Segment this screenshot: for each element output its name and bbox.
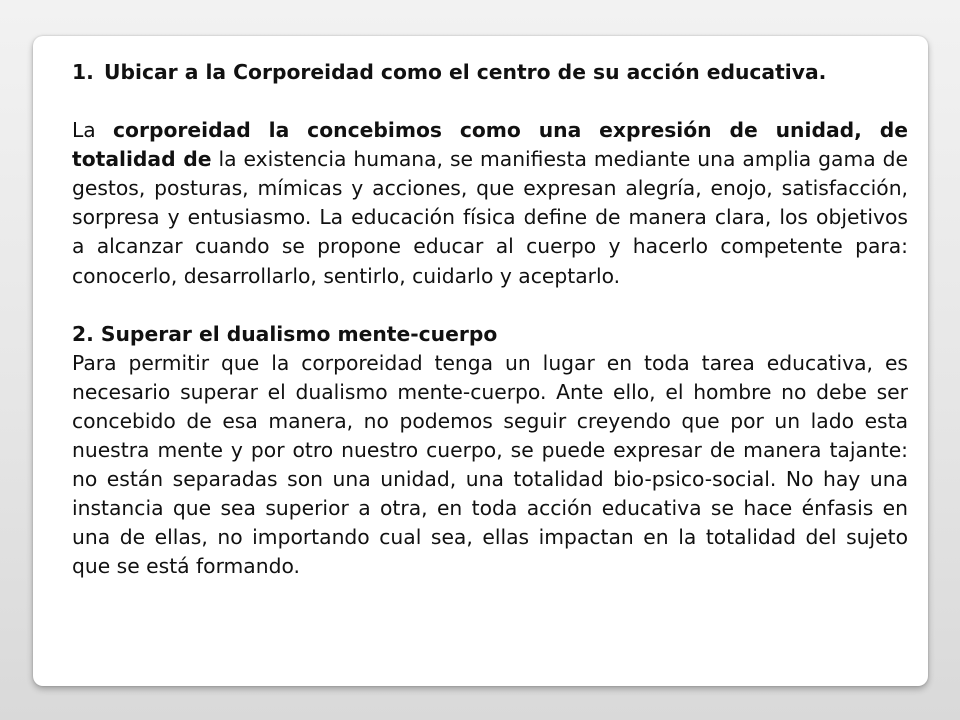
section-1-heading	[72, 58, 908, 87]
paragraph-1-bold-phrase: corporeidad la concebimos como una expresión de unidad, de totalidad de	[72, 118, 908, 172]
slide-content	[72, 58, 908, 582]
paragraph-1-lead: La	[72, 118, 113, 143]
spacer	[72, 291, 908, 320]
section-1-title: Ubicar a la Corporeidad como el centro de su acción educativa.	[104, 60, 827, 84]
paragraph-1-rest: la existencia humana, se manifiesta mediante una amplia gama de gestos, posturas, mímicas y acciones, que expresan alegría, enojo, satisfacción, sorpresa y entusiasmo. La educación física define de manera clara, los objetivos a alcanzar cuando se propone educar al cuerpo y hacerlo competente para: conocerlo, desarrollarlo, sentirlo, cuidarlo y aceptarlo.	[72, 147, 909, 288]
section-2-heading: 2. Superar el dualismo mente-cuerpo	[72, 321, 498, 346]
section-2-paragraph: Para permitir que la corporeidad tenga un lugar en toda tarea educativa, es necesario superar el dualismo mente-cuerpo. Ante ello, el hombre no debe ser concebido de esa manera, no podemos seguir creyendo que por un lado esta nuestra mente y por otro nuestro cuerpo, se puede expresar de manera tajante: no están separadas son una unidad, una totalidad bio-psico-social. No hay una instancia que sea superior a otra, en toda acción educativa se hace énfasis en una de ellas, no importando cual sea, ellas impactan en la totalidad del sujeto que se está formando.	[72, 350, 908, 579]
spacer	[72, 87, 908, 116]
section-1-number: 1.	[72, 60, 94, 84]
section-1-paragraph	[72, 116, 908, 291]
slide-card	[33, 36, 928, 686]
